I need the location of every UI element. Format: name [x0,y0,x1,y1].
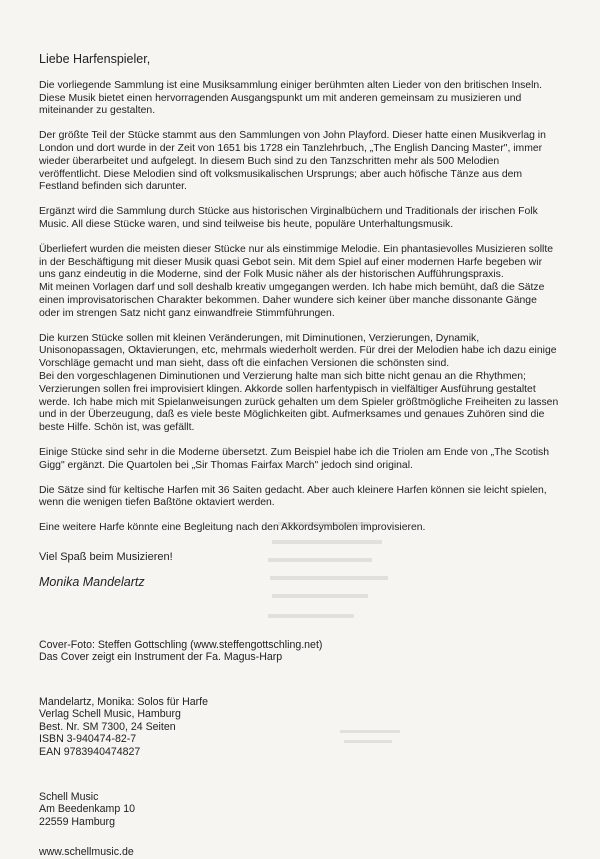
paragraph-line: in der Beschäftigung mit dieser Musik quasi Gebot sein. Mit dem Spiel auf einer modernen Harfe begeben wir [39,256,543,268]
paragraph-line: Der größte Teil der Stücke stammt aus den Sammlungen von John Playford. Dieser hatte einen Musikverlag in [39,130,546,142]
paragraph-line: werde. Ich habe mich mit Spielanweisungen zurück gehalten um dem Spieler größtmögliche Freiheiten zu lassen [39,396,559,408]
paragraph-line: und in der Überzeugung, daß es viele beste Möglichkeiten gibt. Aufmerksames und genaues Zuhören sind die [39,409,545,421]
address-line: 22559 Hamburg [39,815,115,828]
paragraph-line: wieder überarbeitet und aufgelegt. In diesem Buch sind zu den Tanzschritten mehr als 500 Melodien [39,155,500,167]
paragraph-line: Mit meinen Vorlagen darf und soll deshalb kreativ umgegangen werden. Ich habe mich bemüht, daß die Sätze [39,282,545,294]
publisher-website[interactable]: www.schellmusic.de [39,846,134,859]
paragraph-line: Unisonopassagen, Oktavierungen, etc, mehrmals wiederholt werden. Für drei der Melodien habe ich dazu einige [39,345,557,357]
address-line: Am Beedenkamp 10 [39,803,135,816]
credit-line: Cover-Foto: Steffen Gottschling (www.steffengottschling.net) [39,638,323,651]
paragraph-line: oder im strengen Satz nicht ganz einwandfreie Stimmführungen. [39,307,335,319]
paragraph-line: Überliefert wurden die meisten dieser Stücke nur als einstimmige Melodie. Ein phantasievolles Musizieren sollte [39,243,554,255]
paragraph-line: London und dort wurde in der Zeit von 1651 bis 1728 ein Tanzlehrbuch, „The English Dancing Master", immer [39,142,543,154]
biblio-line: Verlag Schell Music, Hamburg [39,708,181,721]
paragraph-line: miteinander zu gestalten. [39,105,156,117]
publisher-address [39,791,574,829]
paragraph-line: Ergänzt wird die Sammlung durch Stücke aus historischen Virginalbüchern und Traditionals der irischen Folk [39,206,538,218]
closing-line: Viel Spaß beim Musizieren! [39,550,173,563]
salutation: Liebe Harfenspieler, [39,52,151,66]
body-paragraph [39,485,574,511]
body-paragraph [39,447,574,473]
body-paragraph [39,206,574,232]
paragraph-line: Festland befinden sich darunter. [39,181,187,193]
biblio-line: Mandelartz, Monika: Solos für Harfe [39,695,208,708]
address-line: Schell Music [39,790,99,803]
paragraph-line: beste Hilfe. Schön ist, was gefällt. [39,422,195,434]
body-paragraph [39,244,574,321]
biblio-line: EAN 9783940474827 [39,746,141,759]
body-paragraph [39,333,574,435]
paragraph-line: Vorschläge gemacht und man sieht, dass oft die einfachen Versionen die schönsten sind. [39,358,450,370]
signature: Monika Mandelartz [39,574,145,589]
biblio-line: Best. Nr. SM 7300, 24 Seiten [39,720,176,733]
biblio-line: ISBN 3-940474-82-7 [39,733,137,746]
paragraph-line: uns ganz eindeutig in die Moderne, sind der Folk Music näher als der historischen Aufführungspraxis. [39,269,504,281]
body-paragraph [39,522,574,535]
paragraph-line: Eine weitere Harfe könnte eine Begleitung nach den Akkordsymbolen improvisieren. [39,522,426,534]
paragraph-line: veröffentlicht. Diese Melodien sind oft volksmusikalischen Ursprungs; aber auch höfische Tänze aus dem [39,168,523,180]
paragraph-line: Music. All diese Stücke waren, und sind teilweise bis heute, populäre Unterhaltungsmusik. [39,218,454,230]
paragraph-line: einen improvisatorischen Charakter bekommen. Daher wundere sich keiner über manche dissonante Gänge [39,294,537,306]
paragraph-line: Verzierungen sollen frei improvisiert klingen. Akkorde sollen harfentypisch in vielfältiger Ausführung gestaltet [39,383,536,395]
paragraph-line: Diese Musik bietet einen hervorragenden Ausgangspunkt um mit anderen gemeinsam zu musizieren und [39,92,522,104]
body-paragraph [39,80,574,118]
bibliographic-info [39,696,574,759]
paragraph-line: Die vorliegende Sammlung ist eine Musiksammlung einiger berühmten alten Lieder von den britischen Inseln. [39,79,543,91]
cover-credits [39,639,574,664]
paragraph-list [39,80,574,535]
paragraph-line: Die kurzen Stücke sollen mit kleinen Veränderungen, mit Diminutionen, Verzierungen, Dynamik, [39,332,480,344]
main-text [39,53,574,859]
body-paragraph [39,130,574,194]
paragraph-line: Gigg" ergänzt. Die Quartolen bei „Sir Thomas Fairfax March" jedoch sind original. [39,459,413,471]
paragraph-line: wenn die wenigen tiefen Baßtöne oktaviert werden. [39,497,275,509]
paragraph-line: Einige Stücke sind sehr in die Moderne übersetzt. Zum Beispiel habe ich die Triolen am Ende von „The Scotish [39,446,549,458]
paragraph-line: Die Sätze sind für keltische Harfen mit 36 Saiten gedacht. Aber auch kleinere Harfen können sie leicht spielen, [39,484,547,496]
credit-line: Das Cover zeigt ein Instrument der Fa. Magus-Harp [39,651,283,664]
paragraph-line: Bei den vorgeschlagenen Diminutionen und Verzierung halte man sich bitte nicht genau an die Rhythmen; [39,370,526,382]
